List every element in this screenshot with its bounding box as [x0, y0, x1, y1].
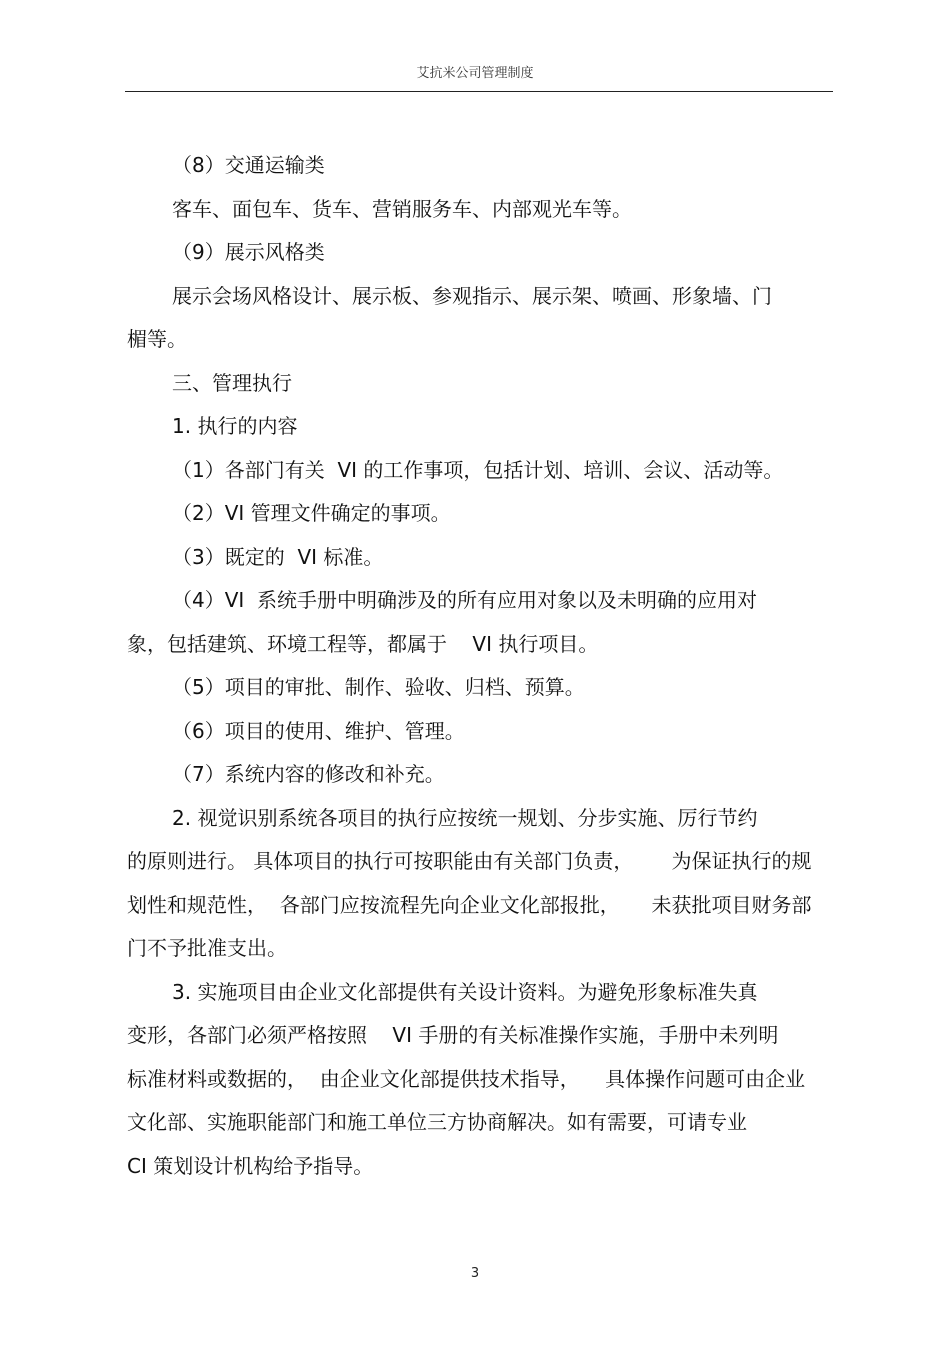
text-line: （8）交通运输类 [172, 153, 325, 177]
text-line: 楣等。 [127, 327, 187, 351]
text-line: （3）既定的 VI 标准。 [172, 545, 384, 569]
header-divider [125, 91, 833, 92]
text-line: 3. 实施项目由企业文化部提供有关设计资料。为避免形象标准失真 [172, 980, 758, 1004]
text-line: （7）系统内容的修改和补充。 [172, 762, 445, 786]
page-number: 3 [470, 1266, 480, 1281]
text-line: CI 策划设计机构给予指导。 [127, 1154, 374, 1178]
text-line: 变形，各部门必须严格按照 VI 手册的有关标准操作实施，手册中未列明 [127, 1023, 779, 1047]
text-line: 的原则进行。 具体项目的执行可按职能由有关部门负责， 为保证执行的规 [127, 849, 812, 873]
page-header-title: 艾抗米公司管理制度 [416, 66, 534, 81]
text-line: 2. 视觉识别系统各项目的执行应按统一规划、分步实施、厉行节约 [172, 806, 758, 830]
text-line: 客车、面包车、货车、营销服务车、内部观光车等。 [172, 197, 632, 221]
text-line: 标准材料或数据的， 由企业文化部提供技术指导， 具体操作问题可由企业 [127, 1067, 806, 1091]
text-line: （6）项目的使用、维护、管理。 [172, 719, 465, 743]
section-heading: 三、管理执行 [172, 371, 292, 395]
text-line: （2）VI 管理文件确定的事项。 [172, 501, 451, 525]
text-line: 象，包括建筑、环境工程等，都属于 VI 执行项目。 [127, 632, 599, 656]
text-line: 文化部、实施职能部门和施工单位三方协商解决。如有需要，可请专业 [127, 1110, 747, 1134]
text-line: （4）VI 系统手册中明确涉及的所有应用对象以及未明确的应用对 [172, 588, 758, 612]
text-line: （5）项目的审批、制作、验收、归档、预算。 [172, 675, 585, 699]
text-line: （9）展示风格类 [172, 240, 325, 264]
text-line: 划性和规范性， 各部门应按流程先向企业文化部报批， 未获批项目财务部 [127, 893, 812, 917]
text-line: （1）各部门有关 VI 的工作事项，包括计划、培训、会议、活动等。 [172, 458, 784, 482]
text-line: 展示会场风格设计、展示板、参观指示、展示架、喷画、形象墙、门 [172, 284, 772, 308]
text-line: 门不予批准支出。 [127, 936, 287, 960]
subsection-heading: 1. 执行的内容 [172, 414, 298, 438]
